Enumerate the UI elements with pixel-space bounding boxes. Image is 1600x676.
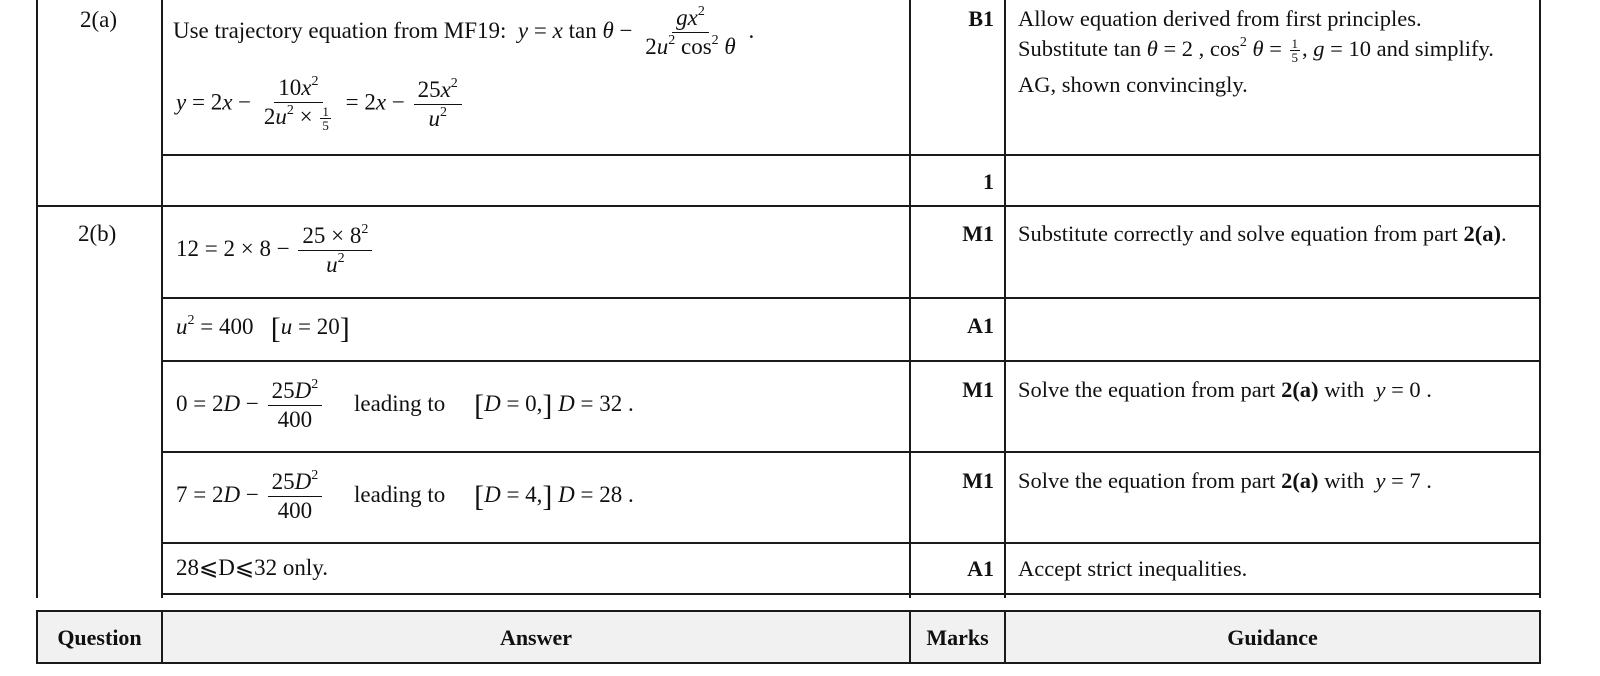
question-label-2b: 2(b) — [78, 221, 117, 246]
guidance-text: with — [1324, 377, 1365, 402]
guidance-2a-line2: Substitute tan θ = 2 , $\cos^2 \theta$ = $\frac{1}{5}$ , g = 10 and simplify. — [1018, 35, 1494, 66]
answer-intro-text: Use trajectory equation from MF19: — [173, 17, 507, 43]
row-divider — [161, 542, 1541, 544]
guidance-2b-solve-y7: Solve the equation from part 2(a) with y = 7 . — [1018, 468, 1432, 493]
guidance-text: with — [1324, 468, 1365, 493]
header-border-right — [1539, 610, 1541, 664]
answer-2b-substitution: 12 = 2 × 8 − $\frac{25 \times 8^2}{u^2}$ — [176, 224, 375, 277]
row-divider — [161, 451, 1541, 453]
guidance-2b-m1: Substitute correctly and solve equation from part 2(a). — [1018, 221, 1507, 246]
answer-2b-solve-y7: 7 = 2D − $\frac{25D^2}{400}$ leading to [D = 4,] D = 28 . — [176, 468, 634, 524]
guidance-text: and simplify. — [1376, 36, 1494, 61]
mark-m1: M1 — [962, 377, 994, 402]
part-reference: 2(a) — [1281, 468, 1319, 493]
mark-a1: A1 — [967, 313, 994, 338]
column-divider-question — [161, 0, 163, 598]
leading-to-text: leading to — [353, 390, 446, 416]
part-reference: 2(a) — [1281, 377, 1319, 402]
guidance-text: Substitute — [1018, 36, 1109, 61]
column-divider-answer — [909, 0, 911, 598]
header-question: Question — [57, 625, 142, 650]
answer-2a-simplification: y = 2x − $10x^2$ $2u^2$ × $\frac{1}{5}$ = 2x − $\frac{25x^2}{u^2}$ — [176, 76, 465, 133]
equation-trajectory: y = x tan θ − $\frac{gx^2}{2u^2 \cos^2 \theta}$ . — [517, 4, 755, 60]
guidance-2b-a1: Accept strict inequalities. — [1018, 556, 1248, 581]
header-answer: Answer — [499, 625, 573, 650]
header-border-top — [36, 610, 1541, 612]
header-border-bottom — [36, 662, 1541, 664]
mark-total-2a: 1 — [983, 169, 994, 194]
guidance-text: Solve the equation from part — [1018, 377, 1276, 402]
part-reference: 2(a) — [1463, 221, 1502, 246]
answer-2a-trajectory — [173, 6, 754, 59]
row-divider — [36, 205, 1541, 207]
guidance-text: Substitute correctly and solve equation from part — [1018, 221, 1458, 246]
question-label-2a: 2(a) — [80, 7, 118, 32]
answer-2b-conclusion: 28⩽D⩽32 only. — [176, 555, 329, 580]
mark-b1: B1 — [968, 6, 994, 31]
leading-to-text: leading to — [353, 481, 446, 507]
answer-2b-solve-y0: 0 = 2D − $\frac{25D^2}{400}$ leading to [D = 0,] D = 32 . — [176, 377, 634, 433]
table-border-right — [1539, 0, 1541, 598]
row-divider — [161, 360, 1541, 362]
header-guidance: Guidance — [1227, 625, 1318, 650]
guidance-text: Solve the equation from part — [1018, 468, 1276, 493]
row-divider — [161, 297, 1541, 299]
row-divider — [161, 593, 1541, 595]
guidance-2a-line3: AG, shown convincingly. — [1018, 72, 1248, 97]
answer-2b-u-squared: $u^2 = 400$ [u = 20] — [176, 312, 350, 345]
header-marks: Marks — [926, 625, 989, 650]
guidance-2a-line1: Allow equation derived from first principles. — [1018, 6, 1422, 31]
guidance-2b-solve-y0: Solve the equation from part 2(a) with y = 0 . — [1018, 377, 1432, 402]
table-border-left — [36, 0, 38, 598]
mark-m1: M1 — [962, 468, 994, 493]
column-divider-marks — [1004, 0, 1006, 598]
row-divider — [161, 154, 1541, 156]
mark-a1: A1 — [967, 556, 994, 581]
mark-m1: M1 — [962, 221, 994, 246]
